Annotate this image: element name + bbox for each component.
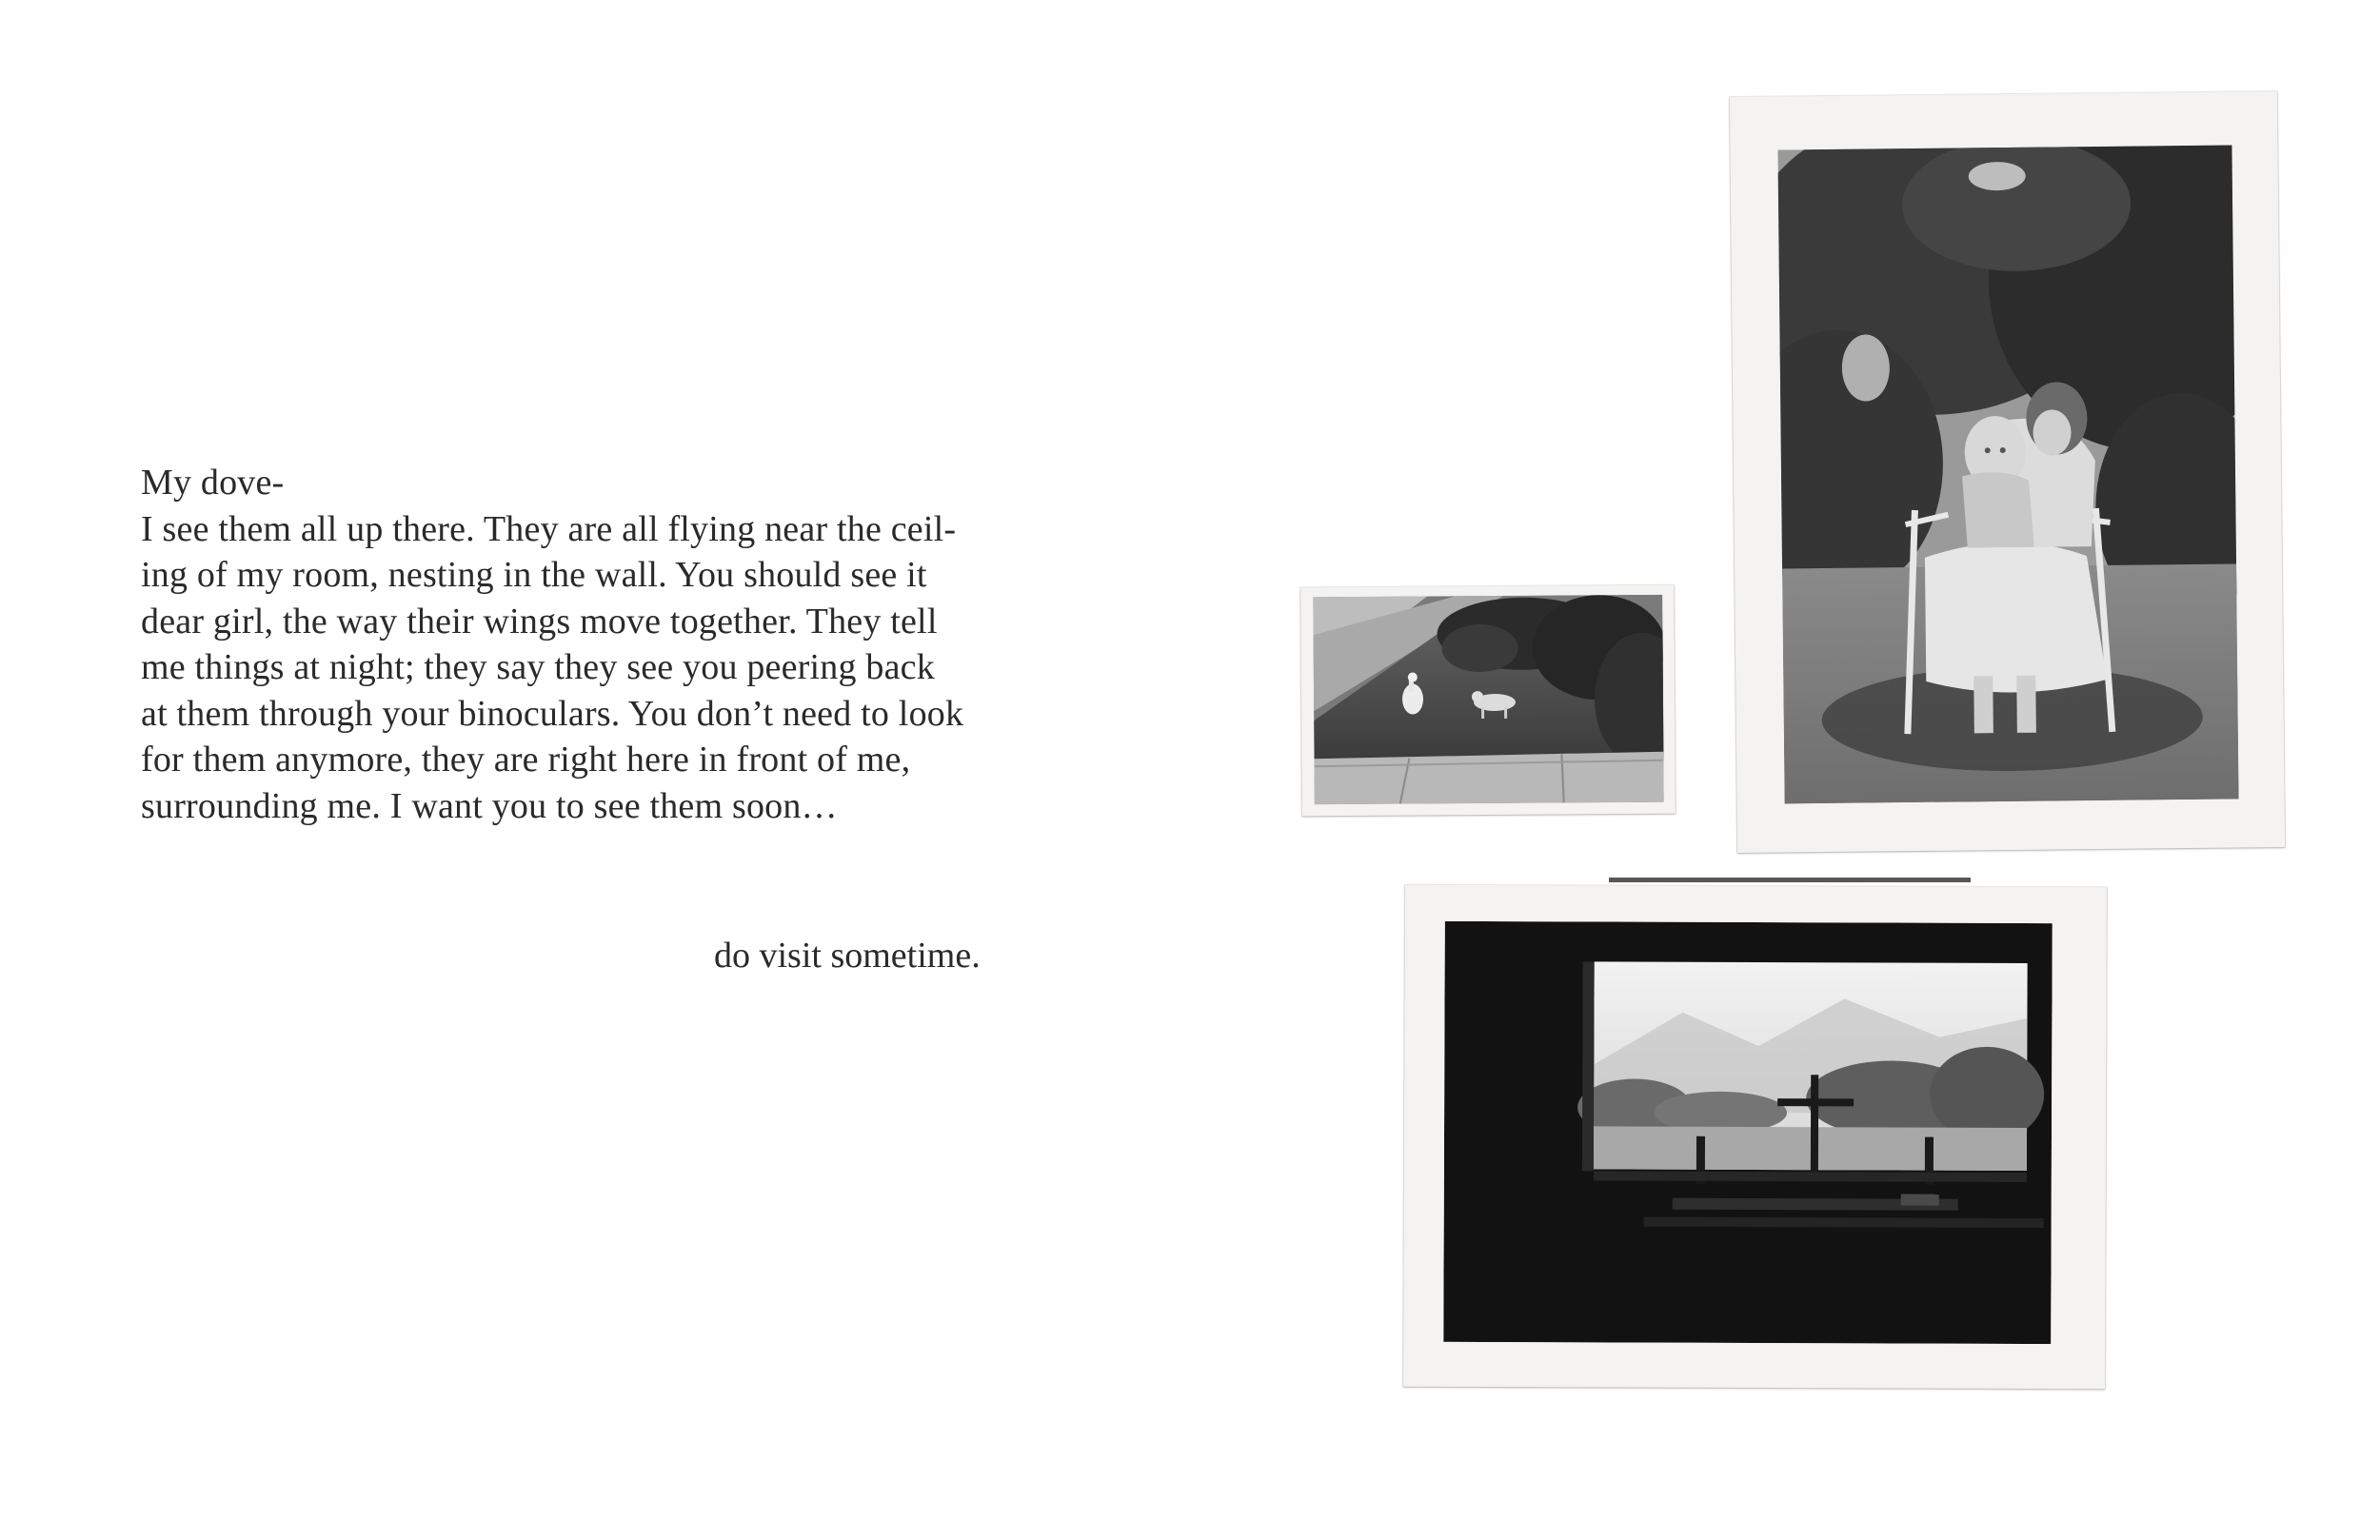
woman-with-child-in-chair-photo (1730, 91, 2285, 853)
cross-window-image (1443, 921, 2053, 1344)
letter-line: at them through your binoculars. You don’t need to look (141, 693, 964, 734)
woman-with-child-image (1777, 146, 2238, 804)
letter-line: ing of my room, nesting in the wall. You should see it (141, 555, 927, 595)
goose-and-dog-photo (1300, 585, 1676, 817)
letter-signoff: do visit sometime. (714, 936, 981, 976)
letter-line: surrounding me. I want you to see them soon… (141, 785, 838, 826)
goose-and-dog-image (1313, 595, 1664, 805)
letter-line: I see them all up there. They are all flying near the ceil- (141, 508, 957, 549)
tape-strip (1609, 878, 1971, 882)
letter-line: dear girl, the way their wings move together. They tell (141, 601, 938, 642)
letter-line: me things at night; they say they see you peering back (141, 647, 935, 687)
cross-in-window-photo (1403, 885, 2107, 1390)
letter-greeting: My dove- (141, 463, 285, 503)
letter-text (141, 460, 1093, 829)
letter-line: for them anymore, they are right here in front of me, (141, 740, 911, 780)
